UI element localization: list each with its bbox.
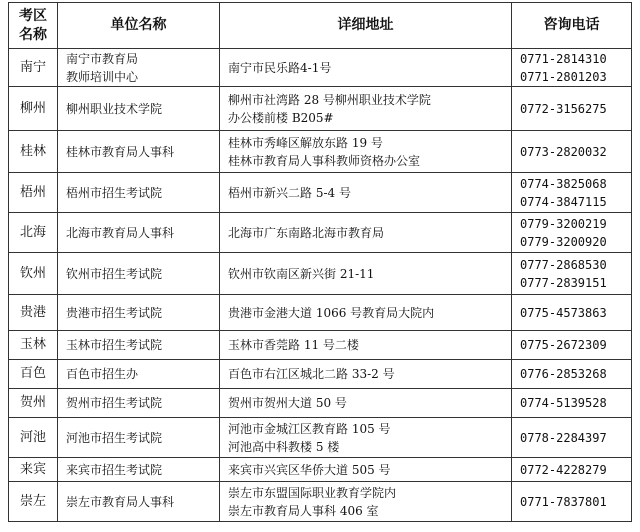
header-address: 详细地址 bbox=[220, 3, 512, 49]
phone-cell bbox=[512, 213, 632, 253]
phone-line: 0772-3156275 bbox=[520, 101, 607, 116]
phone-cell bbox=[512, 482, 632, 522]
unit-name-cell bbox=[58, 389, 220, 418]
region-name-cell: 梧州 bbox=[9, 173, 58, 213]
address-line: 梧州市新兴二路 5-4 号 bbox=[228, 185, 351, 200]
address-line: 柳州市社湾路 28 号柳州职业技术学院 bbox=[228, 92, 431, 107]
region-name-cell: 玉林 bbox=[9, 331, 58, 360]
unit-name-line: 南宁市教育局 bbox=[66, 51, 139, 66]
region-name-cell: 柳州 bbox=[9, 87, 58, 131]
table-row bbox=[9, 173, 632, 213]
unit-name-cell bbox=[58, 173, 220, 213]
address-cell bbox=[220, 418, 512, 458]
unit-name-line: 崇左市教育局人事科 bbox=[66, 494, 175, 509]
unit-name-cell bbox=[58, 418, 220, 458]
unit-name-line: 北海市教育局人事科 bbox=[66, 225, 175, 240]
address-cell bbox=[220, 458, 512, 482]
address-cell bbox=[220, 360, 512, 389]
address-line: 办公楼前楼 B205# bbox=[228, 110, 334, 125]
address-cell bbox=[220, 87, 512, 131]
header-unit-name: 单位名称 bbox=[58, 3, 220, 49]
table-row bbox=[9, 253, 632, 295]
address-line: 贺州市贺州大道 50 号 bbox=[228, 396, 347, 410]
address-line: 玉林市香莞路 11 号二楼 bbox=[228, 338, 359, 352]
unit-name-cell bbox=[58, 87, 220, 131]
unit-name-cell bbox=[58, 253, 220, 295]
table-header bbox=[9, 3, 632, 49]
region-name-cell: 贵港 bbox=[9, 295, 58, 331]
address-cell bbox=[220, 173, 512, 213]
unit-name-line: 玉林市招生考试院 bbox=[66, 338, 163, 352]
region-name-cell: 贺州 bbox=[9, 389, 58, 418]
header-region-line-1: 考区 bbox=[19, 7, 47, 24]
header-phone: 咨询电话 bbox=[512, 3, 632, 49]
table-row bbox=[9, 295, 632, 331]
unit-name-cell bbox=[58, 295, 220, 331]
region-name-cell: 南宁 bbox=[9, 49, 58, 87]
region-name-cell: 北海 bbox=[9, 213, 58, 253]
address-line: 钦州市钦南区新兴街 21-11 bbox=[228, 266, 375, 281]
address-line: 崇左市东盟国际职业教育学院内 bbox=[228, 485, 397, 500]
phone-cell bbox=[512, 173, 632, 213]
region-name-cell: 来宾 bbox=[9, 458, 58, 482]
phone-cell bbox=[512, 331, 632, 360]
phone-line: 0774-5139528 bbox=[520, 396, 607, 410]
table-row bbox=[9, 458, 632, 482]
region-name-cell: 钦州 bbox=[9, 253, 58, 295]
header-region-line-2: 名称 bbox=[19, 26, 47, 43]
phone-cell bbox=[512, 389, 632, 418]
phone-line: 0777-2839151 bbox=[520, 275, 607, 290]
table-body bbox=[9, 49, 632, 522]
unit-name-cell bbox=[58, 360, 220, 389]
phone-line: 0772-4228279 bbox=[520, 462, 607, 477]
table-row bbox=[9, 360, 632, 389]
phone-line: 0771-2814310 bbox=[520, 51, 607, 66]
phone-cell bbox=[512, 253, 632, 295]
table-row bbox=[9, 389, 632, 418]
unit-name-line: 教师培训中心 bbox=[66, 69, 139, 84]
unit-name-cell bbox=[58, 213, 220, 253]
table-row bbox=[9, 213, 632, 253]
table-row bbox=[9, 49, 632, 87]
phone-cell bbox=[512, 295, 632, 331]
address-cell bbox=[220, 49, 512, 87]
phone-line: 0779-3200219 bbox=[520, 216, 607, 231]
phone-line: 0779-3200920 bbox=[520, 234, 607, 249]
unit-name-line: 百色市招生办 bbox=[66, 367, 139, 381]
phone-cell bbox=[512, 360, 632, 389]
address-cell bbox=[220, 131, 512, 173]
address-line: 南宁市民乐路4-1号 bbox=[228, 60, 332, 75]
address-line: 崇左市教育局人事科 406 室 bbox=[228, 503, 379, 518]
phone-line: 0771-7837801 bbox=[520, 494, 607, 509]
region-name-cell: 崇左 bbox=[9, 482, 58, 522]
unit-name-cell bbox=[58, 482, 220, 522]
table-row bbox=[9, 482, 632, 522]
address-line: 河池市金城江区教育路 105 号 bbox=[228, 421, 391, 436]
unit-name-cell bbox=[58, 331, 220, 360]
table-row bbox=[9, 131, 632, 173]
unit-name-cell bbox=[58, 131, 220, 173]
address-cell bbox=[220, 482, 512, 522]
table-row bbox=[9, 418, 632, 458]
table-row bbox=[9, 87, 632, 131]
phone-cell bbox=[512, 458, 632, 482]
phone-cell bbox=[512, 418, 632, 458]
exam-region-contact-table bbox=[8, 2, 632, 522]
unit-name-line: 来宾市招生考试院 bbox=[66, 462, 163, 477]
phone-line: 0776-2853268 bbox=[520, 367, 607, 381]
phone-cell bbox=[512, 49, 632, 87]
region-name-cell: 桂林 bbox=[9, 131, 58, 173]
region-name-cell: 百色 bbox=[9, 360, 58, 389]
unit-name-line: 桂林市教育局人事科 bbox=[66, 144, 175, 159]
address-line: 北海市广东南路北海市教育局 bbox=[228, 225, 385, 240]
header-region-name bbox=[9, 3, 58, 49]
phone-line: 0775-2672309 bbox=[520, 338, 607, 352]
unit-name-line: 柳州职业技术学院 bbox=[66, 101, 163, 116]
address-cell bbox=[220, 253, 512, 295]
unit-name-cell bbox=[58, 458, 220, 482]
address-line: 贵港市金港大道 1066 号教育局大院内 bbox=[228, 305, 435, 320]
unit-name-line: 贺州市招生考试院 bbox=[66, 396, 163, 410]
unit-name-line: 贵港市招生考试院 bbox=[66, 305, 163, 320]
phone-line: 0774-3825068 bbox=[520, 176, 607, 191]
phone-line: 0777-2868530 bbox=[520, 257, 607, 272]
phone-line: 0775-4573863 bbox=[520, 305, 607, 320]
unit-name-cell bbox=[58, 49, 220, 87]
phone-line: 0774-3847115 bbox=[520, 194, 607, 209]
address-cell bbox=[220, 389, 512, 418]
header-row bbox=[9, 3, 632, 49]
address-cell bbox=[220, 331, 512, 360]
phone-line: 0778-2284397 bbox=[520, 430, 607, 445]
address-line: 来宾市兴宾区华侨大道 505 号 bbox=[228, 462, 391, 477]
address-cell bbox=[220, 213, 512, 253]
unit-name-line: 梧州市招生考试院 bbox=[66, 185, 163, 200]
address-cell bbox=[220, 295, 512, 331]
unit-name-line: 钦州市招生考试院 bbox=[66, 266, 163, 281]
address-line: 桂林市教育局人事科教师资格办公室 bbox=[228, 153, 421, 168]
address-line: 百色市右江区城北二路 33-2 号 bbox=[228, 367, 395, 381]
phone-line: 0773-2820032 bbox=[520, 144, 607, 159]
phone-cell bbox=[512, 131, 632, 173]
address-line: 河池高中科教楼 5 楼 bbox=[228, 439, 340, 454]
region-name-cell: 河池 bbox=[9, 418, 58, 458]
phone-cell bbox=[512, 87, 632, 131]
table-row bbox=[9, 331, 632, 360]
address-line: 桂林市秀峰区解放东路 19 号 bbox=[228, 135, 383, 150]
unit-name-line: 河池市招生考试院 bbox=[66, 430, 163, 445]
phone-line: 0771-2801203 bbox=[520, 69, 607, 84]
